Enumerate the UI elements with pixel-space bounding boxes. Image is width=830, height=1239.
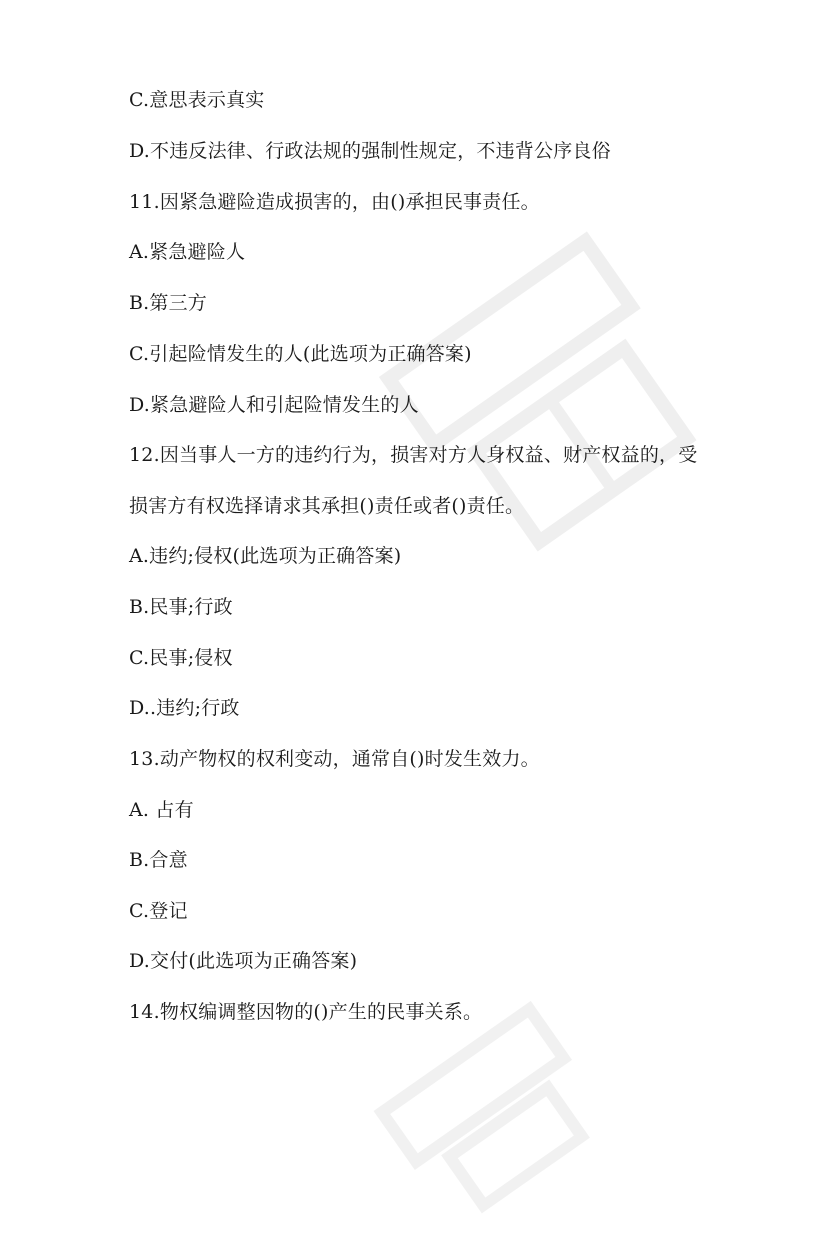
option-d-q10: D.不违反法律、行政法规的强制性规定，不违背公序良俗 bbox=[129, 140, 611, 162]
option-a-q12: A.违约;侵权(此选项为正确答案) bbox=[129, 545, 402, 567]
option-b-q13: B.合意 bbox=[129, 849, 188, 871]
option-d-q13: D.交付(此选项为正确答案) bbox=[129, 950, 358, 972]
option-d-q11: D.紧急避险人和引起险情发生的人 bbox=[129, 394, 419, 416]
question-13: 13.动产物权的权利变动，通常自()时发生效力。 bbox=[129, 748, 540, 770]
option-a-q13: A. 占有 bbox=[129, 799, 194, 821]
option-d-q12: D..违约;行政 bbox=[129, 697, 240, 719]
option-b-q11: B.第三方 bbox=[129, 292, 208, 314]
option-c-q12: C.民事;侵权 bbox=[129, 647, 233, 669]
option-c-q10: C.意思表示真实 bbox=[129, 89, 265, 111]
question-12-line-2: 损害方有权选择请求其承担()责任或者()责任。 bbox=[129, 495, 525, 517]
option-a-q11: A.紧急避险人 bbox=[129, 241, 246, 263]
option-c-q13: C.登记 bbox=[129, 900, 188, 922]
option-b-q12: B.民事;行政 bbox=[129, 596, 233, 618]
question-11: 11.因紧急避险造成损害的，由()承担民事责任。 bbox=[129, 191, 540, 213]
option-c-q11: C.引起险情发生的人(此选项为正确答案) bbox=[129, 343, 472, 365]
question-12-line-1: 12.因当事人一方的违约行为，损害对方人身权益、财产权益的，受 bbox=[129, 444, 698, 466]
question-14: 14.物权编调整因物的()产生的民事关系。 bbox=[129, 1001, 483, 1023]
